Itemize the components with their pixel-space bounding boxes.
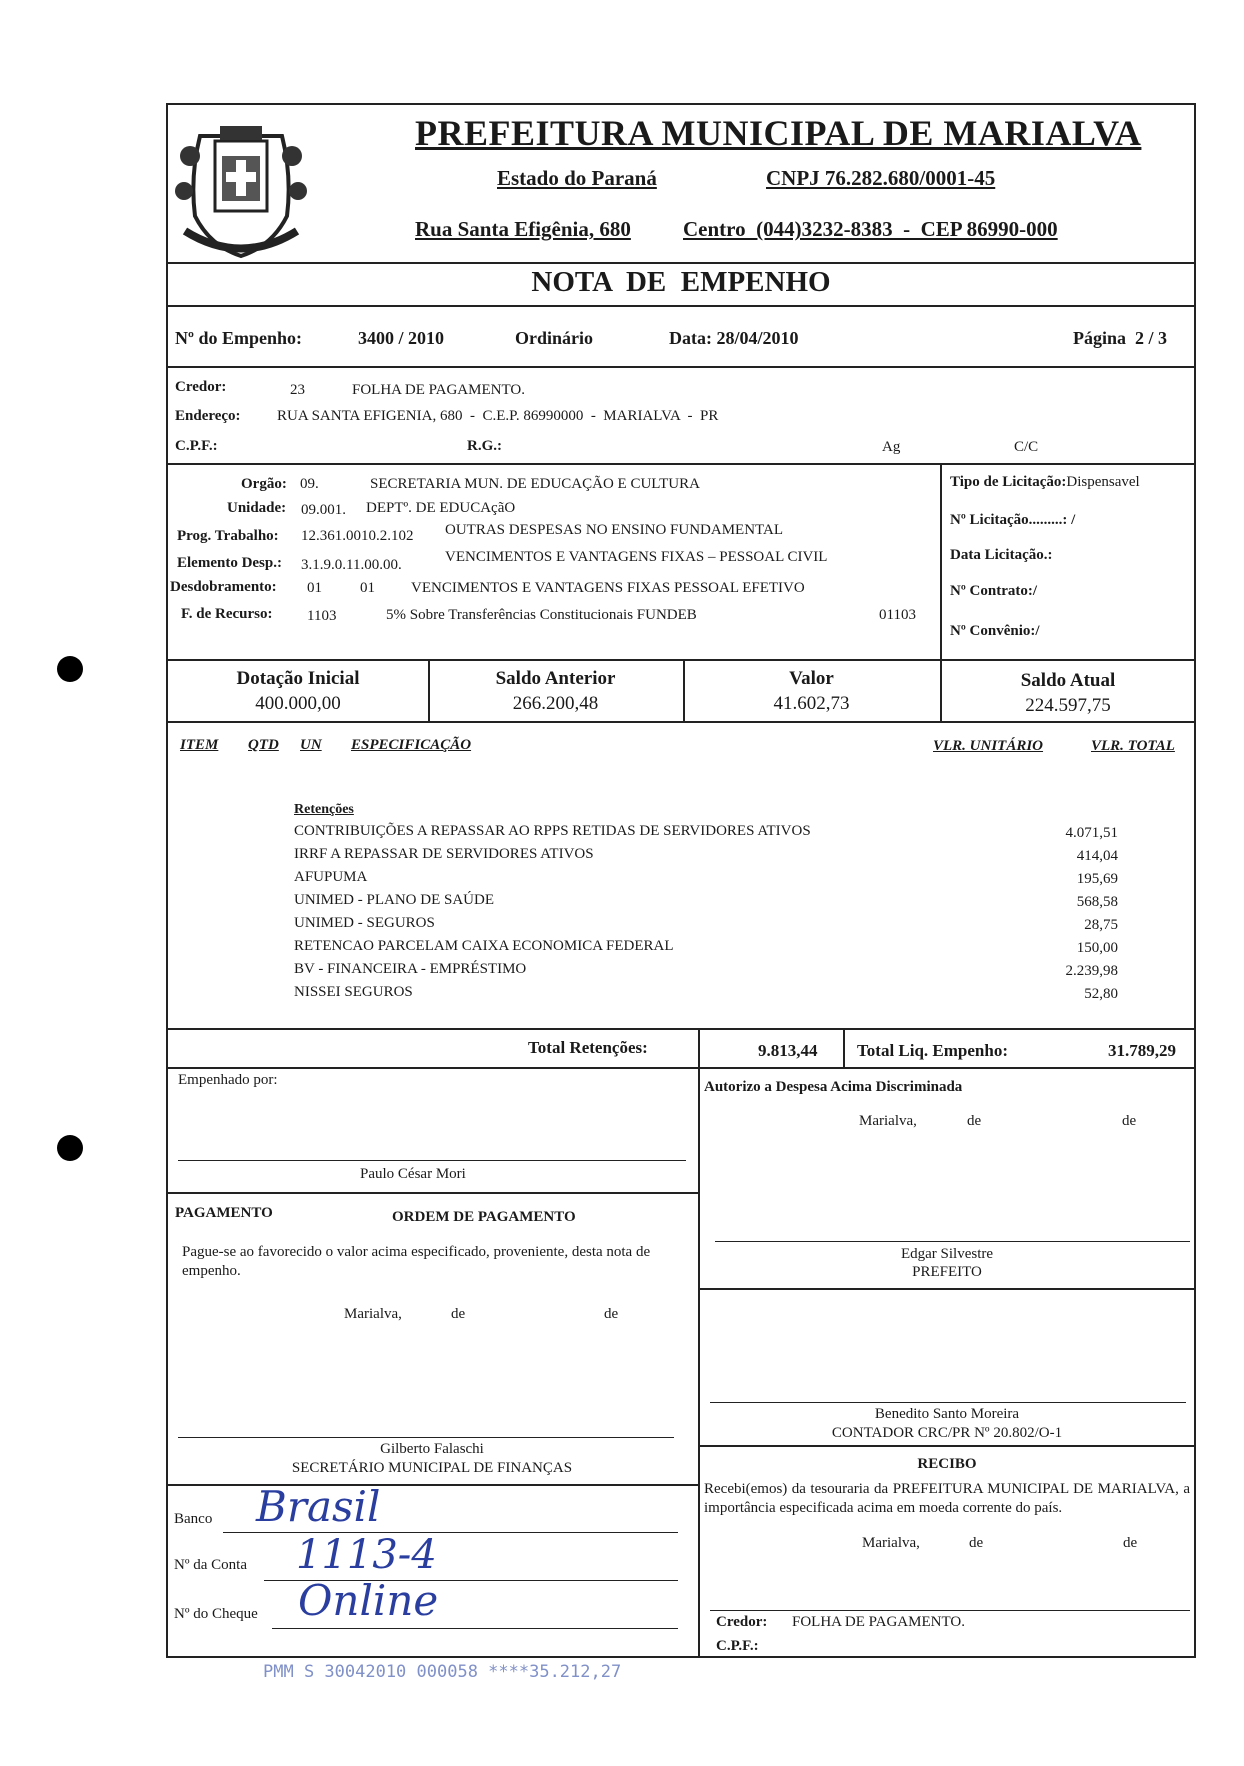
list-item (294, 869, 1194, 892)
licitacao-numero: Nº Licitação.........: / (950, 512, 1076, 528)
list-item (294, 823, 1194, 846)
total-liquido-value: 31.789,29 (1108, 1041, 1176, 1060)
empenhado-label: Empenhado por: (178, 1072, 278, 1088)
recurso-code: 1103 (307, 608, 337, 624)
col-un: UN (300, 737, 322, 753)
cheque-label: Nº do Cheque (174, 1606, 258, 1622)
autorizo-label: Autorizo a Despesa Acima Discriminada (704, 1079, 963, 1095)
recibo-credor-label: Credor: (716, 1614, 768, 1630)
saldo-atual-value: 224.597,75 (1025, 695, 1111, 716)
punch-hole-top (57, 656, 83, 682)
retencao-desc: BV - FINANCEIRA - EMPRÉSTIMO (294, 961, 527, 977)
recibo-cpf-label: C.P.F.: (716, 1638, 759, 1654)
saldo-atual-label: Saldo Atual (1020, 670, 1116, 691)
retencao-desc: CONTRIBUIÇÕES A REPASSAR AO RPPS RETIDAS DE SERVIDORES ATIVOS (294, 823, 811, 839)
retencao-desc: UNIMED - SEGUROS (294, 915, 435, 931)
autorizo-de-2: de (1122, 1113, 1137, 1129)
retencao-desc: UNIMED - PLANO DE SAÚDE (294, 892, 494, 908)
total-liquido-label: Total Liq. Empenho: (857, 1041, 1008, 1060)
retencao-desc: AFUPUMA (294, 869, 368, 885)
licitacao-tipo (950, 474, 1140, 491)
list-item (294, 938, 1194, 961)
retencoes-list (294, 823, 1194, 1007)
orgao-name: SECRETARIA MUN. DE EDUCAÇÃO E CULTURA (370, 476, 700, 492)
prog-name: OUTRAS DESPESAS NO ENSINO FUNDAMENTAL (445, 522, 783, 538)
empenho-number-label: Nº do Empenho: (175, 328, 302, 348)
cnpj-label: CNPJ 76.282.680/0001-45 (766, 166, 996, 190)
desdobramento-name: VENCIMENTOS E VANTAGENS FIXAS PESSOAL EFETIVO (411, 580, 805, 596)
recibo-de-1: de (969, 1535, 984, 1551)
autorizo-local: Marialva, (859, 1113, 917, 1129)
orgao-code: 09. (300, 476, 319, 492)
dotacao-value: 400.000,00 (255, 693, 341, 714)
cc-label: C/C (1014, 439, 1039, 455)
col-item: ITEM (180, 737, 219, 753)
cpf-label: C.P.F.: (175, 438, 218, 454)
recurso-label: F. de Recurso: (181, 606, 273, 622)
page-title: PREFEITURA MUNICIPAL DE MARIALVA (415, 113, 1142, 153)
document-title: NOTA DE EMPENHO (531, 266, 831, 298)
cheque-handwritten: Online (298, 1576, 439, 1625)
licitacao-tipo-value: Dispensavel (1066, 474, 1140, 490)
unidade-code: 09.001. (301, 502, 346, 518)
credor-name: FOLHA DE PAGAMENTO. (352, 382, 525, 398)
contact-label: Centro (044)3232-8383 - CEP 86990-000 (683, 217, 1058, 241)
contador-title: CONTADOR CRC/PR Nº 20.802/O-1 (831, 1425, 1063, 1441)
pagamento-local: Marialva, (344, 1306, 402, 1322)
retencao-valor: 150,00 (1076, 940, 1118, 956)
retencao-valor: 52,80 (1084, 986, 1118, 1002)
retencao-valor: 195,69 (1076, 871, 1118, 887)
elemento-code: 3.1.9.0.11.00.00. (301, 557, 402, 573)
total-retencoes-label: Total Retenções: (528, 1038, 648, 1057)
dotacao-label: Dotação Inicial (236, 668, 360, 689)
pagamento-de-1: de (451, 1306, 466, 1322)
endereco-label: Endereço: (175, 408, 241, 424)
desdobramento-label: Desdobramento: (170, 579, 277, 595)
prefeito-title: PREFEITO (912, 1264, 982, 1280)
empenhado-signer: Paulo César Mori (360, 1166, 466, 1182)
licitacao-data: Data Licitação.: (950, 547, 1053, 563)
col-vlr-total: VLR. TOTAL (1091, 738, 1175, 754)
valor-label: Valor (789, 668, 834, 689)
recibo-label: RECIBO (917, 1456, 977, 1472)
pagamento-de-2: de (604, 1306, 619, 1322)
desdobramento-code-1: 01 (307, 580, 322, 596)
saldo-anterior-label: Saldo Anterior (495, 668, 616, 689)
col-qtd: QTD (248, 737, 279, 753)
punch-hole-bottom (57, 1135, 83, 1161)
list-item (294, 892, 1194, 915)
retencao-desc: NISSEI SEGUROS (294, 984, 413, 1000)
saldo-anterior-value: 266.200,48 (512, 693, 599, 714)
pagamento-label: PAGAMENTO (175, 1205, 273, 1221)
col-vlr-unitario: VLR. UNITÁRIO (933, 738, 1044, 754)
list-item (294, 915, 1194, 938)
page-number: Página 2 / 3 (1073, 328, 1168, 348)
licitacao-tipo-label: Tipo de Licitação: (950, 474, 1067, 490)
ag-label: Ag (882, 439, 901, 455)
retencao-valor: 28,75 (1084, 917, 1118, 933)
rg-label: R.G.: (467, 438, 502, 454)
prog-code: 12.361.0010.2.102 (301, 528, 414, 544)
credor-address: RUA SANTA EFIGENIA, 680 - C.E.P. 86990000 - MARIALVA - PR (277, 408, 719, 424)
recibo-de-2: de (1123, 1535, 1138, 1551)
secretario-title: SECRETÁRIO MUNICIPAL DE FINANÇAS (291, 1460, 573, 1476)
retencao-desc: RETENCAO PARCELAM CAIXA ECONOMICA FEDERAL (294, 938, 674, 954)
contrato-number: Nº Contrato:/ (950, 583, 1038, 599)
unidade-name: DEPTº. DE EDUCAçãO (366, 500, 516, 516)
prefeito-name: Edgar Silvestre (900, 1246, 994, 1262)
retencao-valor: 414,04 (1076, 848, 1118, 864)
recibo-local: Marialva, (862, 1535, 920, 1551)
autorizo-de-1: de (967, 1113, 982, 1129)
elemento-label: Elemento Desp.: (177, 555, 282, 571)
col-especificacao: ESPECIFICAÇÃO (351, 737, 472, 753)
contador-name: Benedito Santo Moreira (874, 1406, 1020, 1422)
list-item (294, 984, 1194, 1007)
total-retencoes-value: 9.813,44 (758, 1041, 818, 1060)
secretario-name: Gilberto Falaschi (380, 1441, 484, 1457)
retencao-valor: 568,58 (1076, 894, 1118, 910)
pagamento-text: Pague-se ao favorecido o valor acima especificado, proveniente, desta nota de empenho. (182, 1244, 651, 1279)
conta-handwritten: 1113-4 (296, 1532, 437, 1578)
conta-label: Nº da Conta (174, 1557, 247, 1573)
valor-value: 41.602,73 (773, 693, 850, 714)
retencoes-label: Retenções (294, 802, 354, 817)
retencao-valor: 4.071,51 (1065, 825, 1118, 841)
recurso-name: 5% Sobre Transferências Constitucionais FUNDEB (386, 607, 697, 623)
convenio-number: Nº Convênio:/ (950, 623, 1040, 639)
ordem-pagamento-label: ORDEM DE PAGAMENTO (392, 1209, 576, 1225)
empenho-date: Data: 28/04/2010 (669, 328, 799, 348)
retencao-desc: IRRF A REPASSAR DE SERVIDORES ATIVOS (294, 846, 594, 862)
prog-label: Prog. Trabalho: (177, 528, 279, 544)
estado-label: Estado do Paraná (497, 166, 657, 190)
credor-code: 23 (290, 382, 305, 398)
coat-of-arms-logo (170, 116, 312, 266)
empenho-number: 3400 / 2010 (358, 328, 445, 348)
banco-handwritten: Brasil (256, 1482, 381, 1531)
empenho-type: Ordinário (515, 328, 594, 348)
orgao-label: Orgão: (241, 476, 287, 492)
credor-label: Credor: (175, 379, 227, 395)
banco-label: Banco (174, 1511, 213, 1527)
retencao-valor: 2.239,98 (1065, 963, 1118, 979)
desdobramento-code-2: 01 (360, 580, 375, 596)
recibo-credor-name: FOLHA DE PAGAMENTO. (792, 1614, 965, 1630)
address-label: Rua Santa Efigênia, 680 (415, 217, 631, 241)
unidade-label: Unidade: (227, 500, 287, 516)
elemento-name: VENCIMENTOS E VANTAGENS FIXAS – PESSOAL CIVIL (445, 549, 828, 565)
recurso-code-2: 01103 (879, 607, 916, 623)
bank-stamp: PMM S 30042010 000058 ****35.212,27 (263, 1662, 622, 1682)
list-item (294, 846, 1194, 869)
list-item (294, 961, 1194, 984)
recibo-text: Recebi(emos) da tesouraria da PREFEITURA MUNICIPAL DE MARIALVA, a importância especificada acima em moeda corrente do país. (704, 1481, 1190, 1516)
